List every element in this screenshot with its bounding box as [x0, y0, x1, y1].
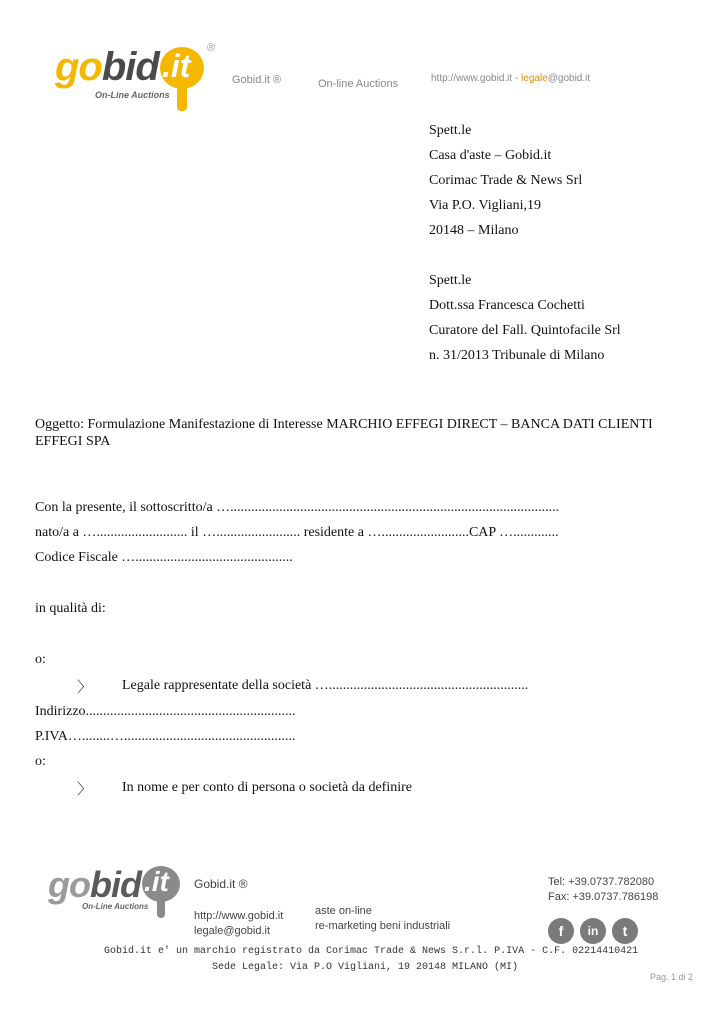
recipient-line: 20148 – Milano [429, 223, 519, 238]
recipient-line: Via P.O. Vigliani,19 [429, 198, 542, 213]
footer-service-1: aste on-line [315, 905, 372, 917]
footer-logo-wordmark: gobid [48, 864, 141, 905]
bullet-icon: 〉 [77, 780, 93, 798]
recipient-line: n. 31/2013 Tribunale di Milano [429, 348, 605, 363]
linkedin-icon[interactable]: in [580, 918, 606, 944]
header-logo: gobid .it On-Line Auctions [55, 45, 215, 115]
header-online: On-line Auctions [318, 78, 399, 90]
form-indirizzo[interactable]: Indirizzo............................................................ [35, 704, 296, 719]
form-qualita: in qualità di: [35, 601, 106, 616]
form-o-1: o: [35, 652, 46, 667]
recipient-1 [429, 118, 582, 243]
footer-brand: Gobid.it ® [194, 877, 248, 891]
form-o-2: o: [35, 754, 46, 769]
form-option-persona[interactable]: In nome e per conto di persona o società da definire [122, 780, 413, 795]
form-line-nato[interactable]: nato/a a ….......................... il …........................ residente a ….........................CAP …............. [35, 525, 559, 540]
bullet-icon: 〉 [77, 678, 93, 696]
recipient-2 [429, 268, 621, 368]
registered-mark: ® [207, 42, 216, 54]
form-option-legale[interactable]: Legale rappresentate della società …......................................................... [122, 678, 529, 693]
recipient-line: Dott.ssa Francesca Cochetti [429, 298, 585, 313]
form-piva[interactable]: P.IVA…........…................................................. [35, 729, 296, 744]
footer-url[interactable]: http://www.gobid.it [194, 910, 284, 922]
footer-legal-1: Gobid.it e' un marchio registrato da Corimac Trade & News S.r.l. P.IVA - C.F. 02214410421 [104, 946, 639, 957]
form-line-sottoscritto[interactable]: Con la presente, il sottoscritto/a ….............................................................................................. [35, 500, 560, 515]
footer-service-2: re-marketing beni industriali [315, 920, 451, 932]
page-number: Pag. 1 di 2 [650, 972, 694, 982]
footer-fax: Fax: +39.0737.786198 [548, 891, 659, 903]
logo-wordmark: gobid [55, 45, 159, 89]
footer-logo: gobid .it On-Line Auctions [48, 864, 188, 924]
recipient-line: Spett.le [429, 123, 472, 138]
recipient-line: Curatore del Fall. Quintofacile Srl [429, 323, 621, 338]
twitter-icon[interactable]: t [612, 918, 638, 944]
footer-email[interactable]: legale@gobid.it [194, 925, 270, 937]
facebook-icon[interactable]: f [548, 918, 574, 944]
recipient-line: Casa d'aste – Gobid.it [429, 148, 552, 163]
subject-line: Oggetto: Formulazione Manifestazione di Interesse MARCHIO EFFEGI DIRECT – BANCA DATI CLIENTI EFFEGI SPA [35, 417, 653, 449]
recipient-line: Spett.le [429, 273, 472, 288]
recipient-line: Corimac Trade & News Srl [429, 173, 583, 188]
footer-legal-2: Sede Legale: Via P.O Vigliani, 19 20148 MILANO (MI) [212, 962, 519, 973]
footer-tel: Tel: +39.0737.782080 [548, 876, 655, 888]
header-brand: Gobid.it ® [232, 74, 282, 86]
header-contact[interactable]: http://www.gobid.it - legale@gobid.it [431, 73, 591, 84]
form-line-codice-fiscale[interactable]: Codice Fiscale …............................................. [35, 550, 293, 565]
